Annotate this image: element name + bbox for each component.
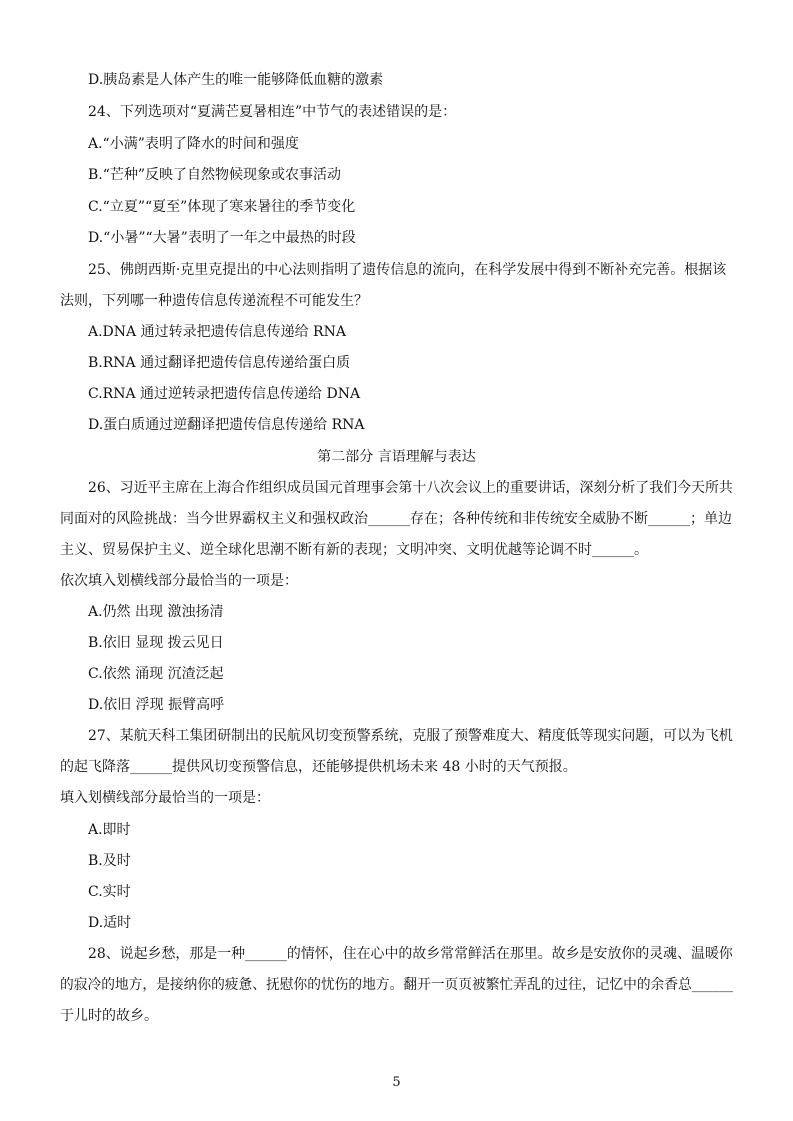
q28-stem-cont-1: 的寂冷的地方，是接纳你的疲惫、抚慰你的忧伤的地方。翻开一页页被繁忙弄乱的过往，记忆中的余香总______ (60, 977, 733, 993)
q25-option-d: D.蛋白质通过逆翻译把遗传信息传递给 RNA (88, 417, 365, 433)
q27-option-b: B.及时 (88, 853, 131, 869)
q26-stem-cont-2: 主义、贸易保护主义、逆全球化思潮不断有新的表现；文明冲突、文明优越等论调不时______。 (60, 542, 648, 558)
q26-stem: 26、习近平主席在上海合作组织成员国元首理事会第十八次会议上的重要讲话，深刻分析了我们今天所共 (88, 480, 733, 496)
q27-option-a: A.即时 (88, 822, 131, 838)
q27-instruction: 填入划横线部分最恰当的一项是： (60, 790, 270, 806)
q25-stem: 25、佛朗西斯·克里克提出的中心法则指明了遗传信息的流向，在科学发展中得到不断补充完善。根据该 (88, 262, 727, 278)
q25-option-a: A.DNA 通过转录把遗传信息传递给 RNA (88, 324, 346, 340)
q25-stem-cont: 法则，下列哪一种遗传信息传递流程不可能发生？ (60, 293, 368, 309)
q25-option-b: B.RNA 通过翻译把遗传信息传递给蛋白质 (88, 355, 351, 371)
q28-stem: 28、说起乡愁，那是一种______的情怀，住在心中的故乡常常鲜活在那里。故乡是安放你的灵魂、温暖你 (88, 946, 733, 962)
q28-stem-cont-2: 于儿时的故乡。 (60, 1008, 158, 1024)
q27-option-d: D.适时 (88, 915, 132, 931)
q27-stem: 27、某航天科工集团研制出的民航风切变预警系统，克服了预警难度大、精度低等现实问题，可以为飞机 (88, 728, 733, 744)
q24-option-c: C.“立夏”“夏至”体现了寒来暑往的季节变化 (88, 199, 356, 215)
q26-option-c: C.依然 涌现 沉渣泛起 (88, 666, 224, 682)
q23-option-d: D.胰岛素是人体产生的唯一能够降低血糖的激素 (88, 72, 384, 88)
q26-stem-cont-1: 同面对的风险挑战：当今世界霸权主义和强权政治______存在；各种传统和非传统安全威胁不断______；单边 (60, 511, 732, 527)
q24-option-a: A.“小满”表明了降水的时间和强度 (88, 136, 299, 152)
q24-option-d: D.“小暑”“大暑”表明了一年之中最热的时段 (88, 230, 356, 246)
page-number: 5 (392, 1075, 401, 1090)
q24-option-b: B.“芒种”反映了自然物候现象或农事活动 (88, 167, 342, 183)
q27-stem-cont: 的起飞降落______提供风切变预警信息，还能够提供机场未来 48 小时的天气预报。 (60, 759, 577, 775)
q26-option-a: A.仍然 出现 激浊扬清 (88, 604, 224, 620)
q26-option-d: D.依旧 浮现 振臂高呼 (88, 697, 225, 713)
q26-instruction: 依次填入划横线部分最恰当的一项是： (60, 573, 298, 589)
q24-stem: 24、下列选项对“夏满芒夏暑相连”中节气的表述错误的是： (88, 104, 457, 120)
q26-option-b: B.依旧 显现 拨云见日 (88, 635, 224, 651)
q25-option-c: C.RNA 通过逆转录把遗传信息传递给 DNA (88, 386, 361, 402)
section-heading: 第二部分 言语理解与表达 (317, 449, 476, 465)
q27-option-c: C.实时 (88, 884, 131, 900)
